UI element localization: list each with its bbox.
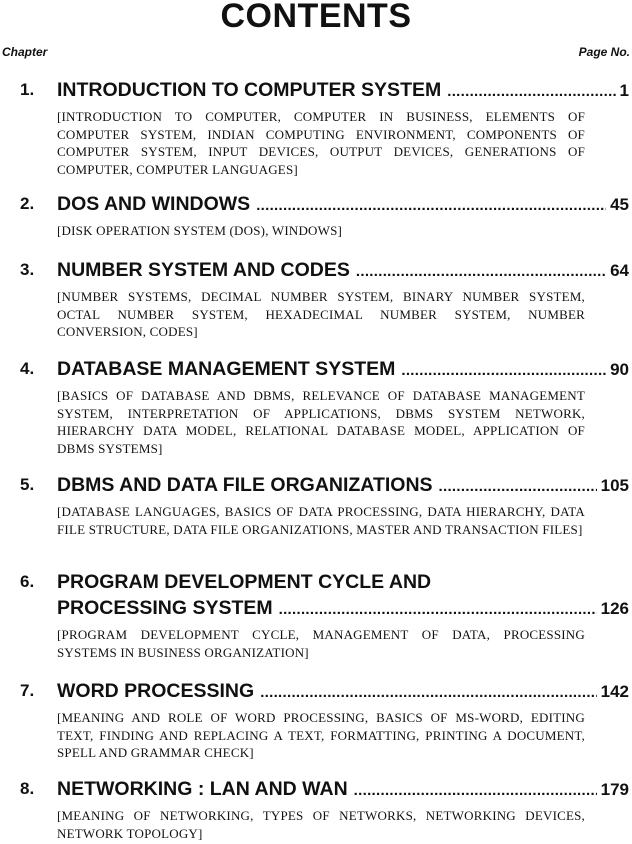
chapter-title[interactable]: WORD PROCESSING [57, 680, 255, 702]
dot-leader [348, 778, 597, 804]
chapter-number: 3. [20, 260, 35, 279]
dot-leader [254, 680, 596, 706]
page-title: CONTENTS [220, 0, 412, 35]
chapter-number: 5. [20, 475, 35, 494]
chapter-column-label: Chapter [2, 45, 48, 59]
chapter-number: 2. [20, 194, 35, 213]
chapter-page-number[interactable]: 64 [610, 261, 629, 280]
chapter-title[interactable]: DBMS AND DATA FILE ORGANIZATIONS [57, 474, 433, 496]
chapter-number: 6. [20, 572, 35, 591]
chapter-title-line-2[interactable]: PROCESSING SYSTEM [57, 597, 273, 619]
page-number-column-label: Page No. [578, 45, 630, 59]
chapter-title[interactable]: DOS AND WINDOWS [57, 193, 251, 215]
chapter-topics: [DATABASE LANGUAGES, BASICS OF DATA PROCESSING, DATA HIERARCHY, DATA FILE STRUCTURE, DATA FILE ORGANIZATIONS, MASTER AND TRANSACTION FILES] [57, 504, 585, 537]
chapter-page-number[interactable]: 126 [600, 599, 629, 618]
chapter-topics: [PROGRAM DEVELOPMENT CYCLE, MANAGEMENT OF DATA, PROCESSING SYSTEMS IN BUSINESS ORGANIZATION] [57, 627, 585, 660]
chapter-topics: [NUMBER SYSTEMS, DECIMAL NUMBER SYSTEM, BINARY NUMBER SYSTEM, OCTAL NUMBER SYSTEM, HEXADECIMAL NUMBER SYSTEM, NUMBER CONVERSION, CODES] [57, 289, 585, 339]
chapter-number: 4. [20, 359, 35, 378]
dot-leader [395, 358, 606, 384]
chapter-number: 1. [20, 80, 35, 99]
dot-leader [250, 193, 606, 219]
chapter-title[interactable]: NUMBER SYSTEM AND CODES [57, 259, 350, 281]
chapter-title-line-1[interactable]: PROGRAM DEVELOPMENT CYCLE AND [57, 571, 432, 593]
chapter-topics: [INTRODUCTION TO COMPUTER, COMPUTER IN BUSINESS, ELEMENTS OF COMPUTER SYSTEM, INDIAN COMPUTING ENVIRONMENT, COMPONENTS OF COMPUTER SYSTEM, INPUT DEVICES, OUTPUT DEVICES, GENERATIONS OF COMPUTER, COMPUTER LANGUAGES] [57, 109, 585, 177]
chapter-title[interactable]: DATABASE MANAGEMENT SYSTEM [57, 358, 396, 380]
chapter-topics: [DISK OPERATION SYSTEM (DOS), WINDOWS] [57, 223, 343, 238]
dot-leader [273, 597, 597, 623]
chapter-number: 7. [20, 681, 35, 700]
chapter-topics: [MEANING OF NETWORKING, TYPES OF NETWORKS, NETWORKING DEVICES, NETWORK TOPOLOGY] [57, 808, 585, 841]
chapter-page-number[interactable]: 90 [610, 360, 629, 379]
chapter-title[interactable]: NETWORKING : LAN AND WAN [57, 778, 348, 800]
chapter-number: 8. [20, 779, 35, 798]
chapter-page-number[interactable]: 105 [600, 476, 629, 495]
chapter-topics: [MEANING AND ROLE OF WORD PROCESSING, BASICS OF MS-WORD, EDITING TEXT, FINDING AND REPLACING A TEXT, FORMATTING, PRINTING A DOCUMENT, SPELL AND GRAMMAR CHECK] [57, 710, 585, 760]
chapter-topics: [BASICS OF DATABASE AND DBMS, RELEVANCE OF DATABASE MANAGEMENT SYSTEM, INTERPRETATION OF APPLICATIONS, DBMS SYSTEM NETWORK, HIERARCHY DATA MODEL, RELATIONAL DATABASE MODEL, APPLICATION OF DBMS SYSTEMS] [57, 388, 585, 456]
dot-leader [441, 79, 615, 105]
chapter-page-number[interactable]: 45 [610, 195, 629, 214]
chapter-title[interactable]: INTRODUCTION TO COMPUTER SYSTEM [57, 79, 442, 101]
chapter-page-number[interactable]: 1 [619, 81, 629, 100]
chapter-page-number[interactable]: 142 [600, 682, 629, 701]
dot-leader [350, 259, 606, 285]
dot-leader [433, 474, 597, 500]
chapter-page-number[interactable]: 179 [600, 780, 629, 799]
